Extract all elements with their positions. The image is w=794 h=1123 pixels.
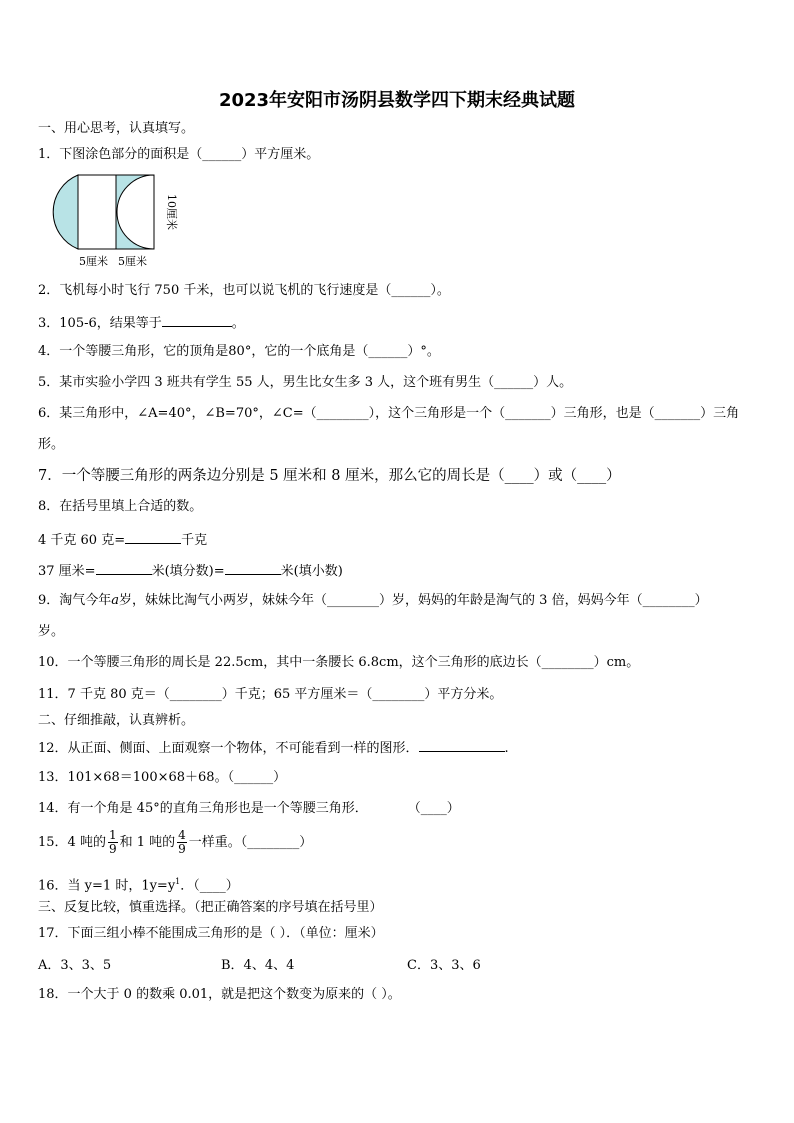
question-14: 14．有一个角是 45°的直角三角形也是一个等腰三角形． （____） xyxy=(38,801,460,816)
question-16: 16．当 y=1 时，$1y=y^1$．（____） xyxy=(38,877,239,894)
height-label: 10厘米 xyxy=(165,194,178,230)
question-13: 13．101×68＝100×68＋68。（______） xyxy=(38,770,287,785)
left-shaded-semicircle xyxy=(53,175,78,249)
answer-blank[interactable] xyxy=(125,530,181,544)
middle-rectangle xyxy=(78,175,116,249)
question-1: 1．下图涂色部分的面积是（______）平方厘米。 xyxy=(38,147,320,162)
question-4: 4．一个等腰三角形，它的顶角是80°，它的一个底角是（______）°。 xyxy=(38,344,440,359)
question-5: 5．某市实验小学四 3 班共有学生 55 人，男生比女生多 3 人，这个班有男生（______）人。 xyxy=(38,375,573,390)
section-2-heading: 二、仔细推敲，认真辨析。 xyxy=(38,713,195,728)
width-label-2: 5厘米 xyxy=(118,255,147,268)
option-a[interactable]: A．3、3、5 xyxy=(38,958,112,973)
question-3: 3．105-6，结果等于 。 xyxy=(38,313,758,333)
fraction-four-ninths: $\frac{4}{9}$ xyxy=(178,828,186,856)
width-label-1: 5厘米 xyxy=(79,255,108,268)
answer-blank[interactable] xyxy=(419,738,505,752)
fraction-one-ninth: $\frac{1}{9}$ xyxy=(108,828,117,856)
question-10: 10．一个等腰三角形的周长是 22.5cm，其中一条腰长 6.8cm，这个三角形的底边长（________）cm。 xyxy=(38,655,640,670)
page-title: 2023年安阳市汤阴县数学四下期末经典试题 xyxy=(218,90,576,111)
answer-blank[interactable] xyxy=(225,561,281,575)
question-2: 2．飞机每小时飞行 750 千米，也可以说飞机的飞行速度是（______）。 xyxy=(38,283,450,298)
question-6: 6．某三角形中，∠A=40°，∠B=70°，∠C=（________），这个三角形是一个（_______）三角形，也是（_______）三角 形。 xyxy=(38,406,740,452)
question-8b: 37 厘米= 米(填分数)= 米(填小数) xyxy=(38,561,758,581)
section-1-heading: 一、用心思考，认真填写。 xyxy=(38,121,195,136)
question-17: 17．下面三组小棒不能围成三角形的是（ ）．（单位：厘米） xyxy=(38,926,384,941)
section-3-heading: 三、反复比较，慎重选择。（把正确答案的序号填在括号里） xyxy=(38,900,383,915)
question-18: 18．一个大于 0 的数乘 0.01，就是把这个数变为原来的（ ）。 xyxy=(38,987,401,1002)
answer-blank[interactable] xyxy=(96,561,152,575)
answer-blank[interactable] xyxy=(162,313,232,327)
question-11: 11．7 千克 80 克＝（________）千克；65 平方厘米＝（________）平方分米。 xyxy=(38,687,503,702)
question-8a: 4 千克 60 克= 千克 xyxy=(38,530,758,550)
question-17-options xyxy=(38,957,758,975)
question-7: 7．一个等腰三角形的两条边分别是 5 厘米和 8 厘米，那么它的周长是（____）或（____） xyxy=(38,468,621,484)
question-8: 8．在括号里填上合适的数。 xyxy=(38,499,203,514)
question-1-figure xyxy=(38,170,198,270)
option-b[interactable]: B．4、4、4 xyxy=(221,958,295,973)
question-15: 15．4 吨的 $\frac{1}{9}$ 和 1 吨的 $\frac{4}{9}$ 一样重。（________） xyxy=(38,828,313,856)
question-12: 12．从正面、侧面、上面观察一个物体，不可能看到一样的图形． . xyxy=(38,738,758,758)
option-c[interactable]: C．3、3、6 xyxy=(407,958,481,973)
question-9: 9．淘气今年a岁，妹妹比淘气小两岁，妹妹今年（________）岁，妈妈的年龄是淘气的 3 倍，妈妈今年（________） 岁。 xyxy=(38,593,708,639)
